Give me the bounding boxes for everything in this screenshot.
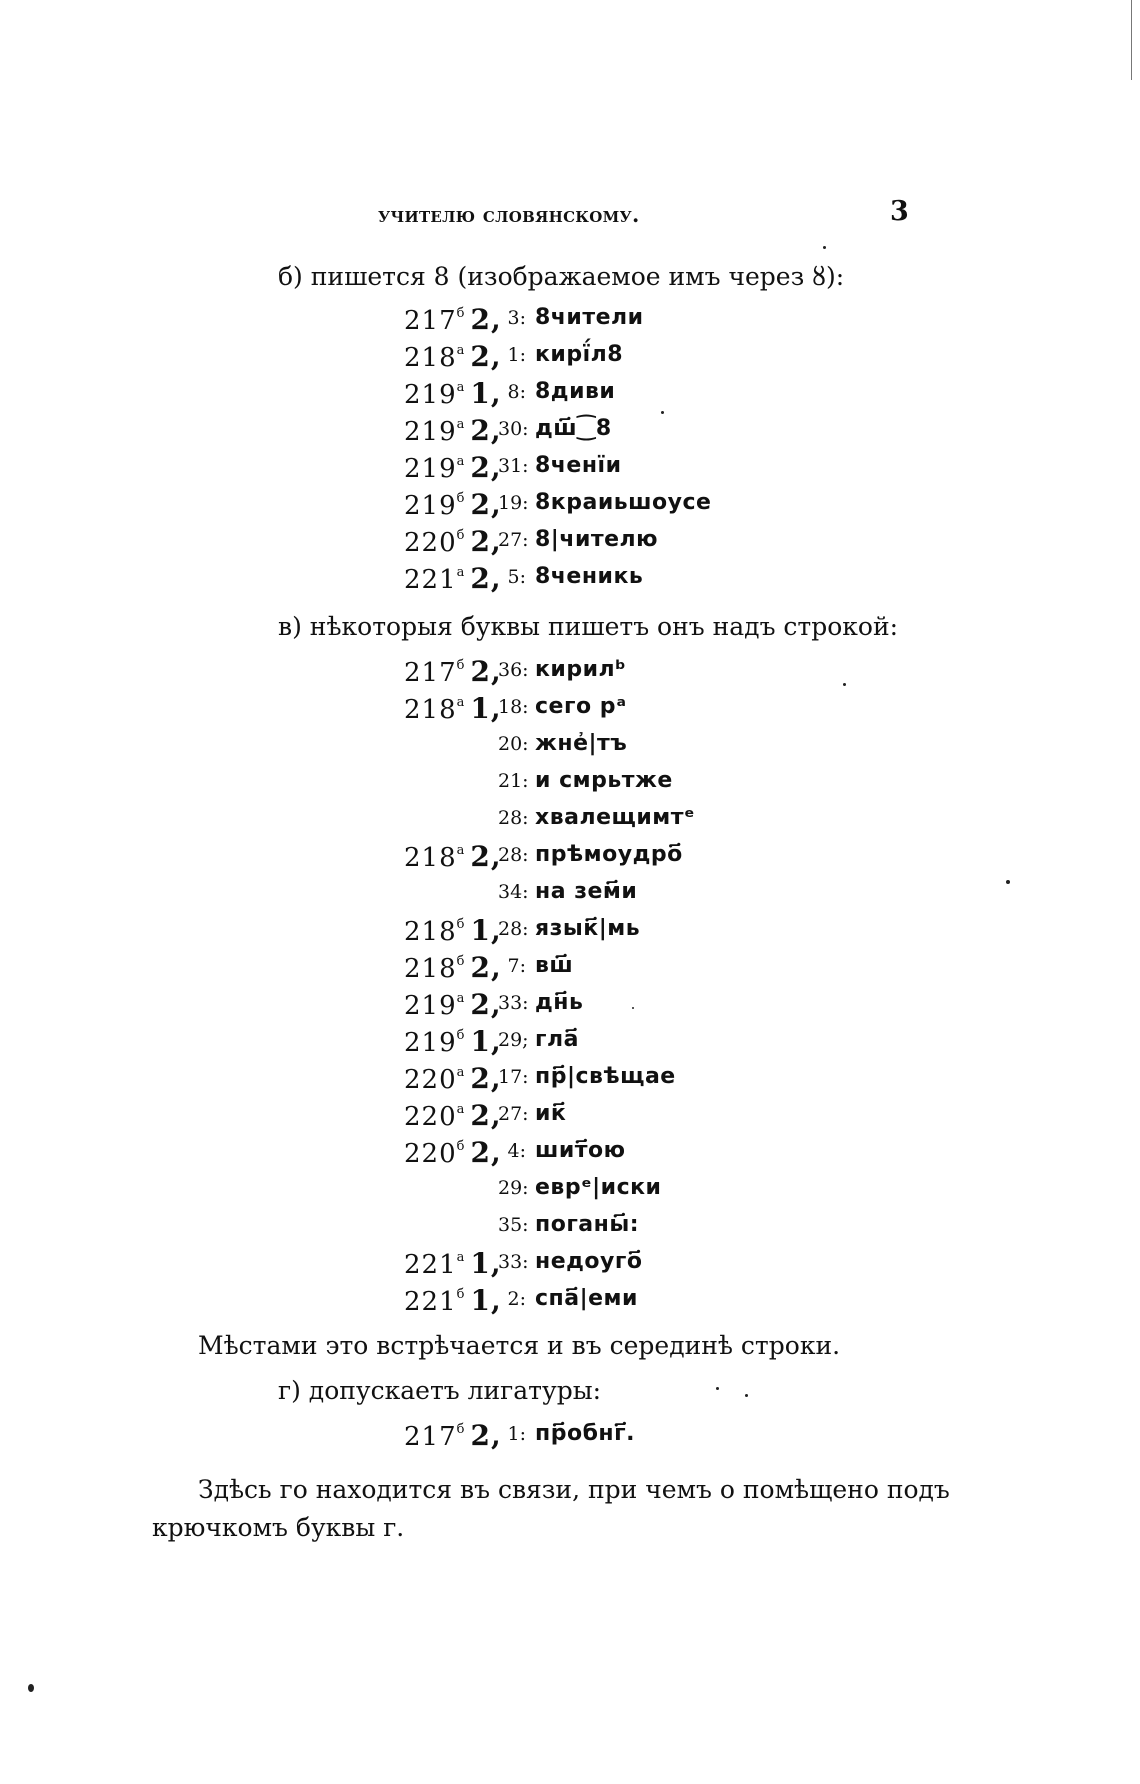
page-header [0,196,1140,236]
folio-reference [404,840,502,873]
column-number: 2, [470,1099,502,1132]
line-number: 34: [498,881,529,903]
church-slavonic-form: дн҃ь [535,990,584,1015]
church-slavonic-form: прѣмоудро҃ [535,842,683,867]
entry-row [0,1062,1140,1098]
folio-number: 218 [404,843,457,873]
church-slavonic-form: кирилᵇ [535,657,627,682]
folio-side: б [456,1287,465,1302]
church-slavonic-form: ик҃ [535,1101,567,1126]
entry-row [0,525,1140,561]
final-paragraph-line-2: крючкомъ буквы г. [152,1513,405,1542]
column-number: 1, [470,1284,502,1317]
folio-reference [404,1062,502,1095]
folio-number: 219 [404,417,457,447]
folio-reference [404,303,502,336]
print-speck [745,1394,748,1397]
entry-row [0,692,1140,728]
folio-reference [404,488,502,521]
folio-reference [404,1136,502,1169]
line-number: 29: [498,1177,529,1199]
entry-row [0,951,1140,987]
page-edge-line [1131,0,1132,80]
page-number: 3 [890,196,909,227]
folio-number: 220 [404,1065,457,1095]
line-number: 33: [498,992,529,1014]
folio-side: б [456,1422,465,1437]
column-number: 2, [470,1136,502,1169]
column-number: 2, [470,340,502,373]
line-number: 31: [498,455,529,477]
entry-row [0,803,1140,839]
folio-side: б [456,917,465,932]
church-slavonic-form: еврᵉ|иски [535,1175,662,1200]
column-number: 2, [470,951,502,984]
folio-reference [404,525,502,558]
midline-note: Мѣстами это встрѣчается и въ серединѣ строки. [198,1331,841,1360]
column-number: 1, [470,914,502,947]
folio-number: 220 [404,528,457,558]
folio-number: 218 [404,695,457,725]
print-speck [823,246,826,249]
folio-reference [404,1099,502,1132]
column-number: 2, [470,562,502,595]
column-number: 2, [470,988,502,1021]
print-speck [1006,880,1010,884]
folio-reference [404,692,502,725]
folio-side: б [456,954,465,969]
folio-side: б [456,1139,465,1154]
church-slavonic-form: кирї́л8 [535,342,624,367]
line-number: 8: [507,381,526,403]
entry-row [0,340,1140,376]
folio-side: а [456,1250,465,1265]
folio-side: а [456,565,465,580]
folio-number: 221 [404,1250,457,1280]
column-number: 2, [470,303,502,336]
line-number: 28: [498,807,529,829]
entry-row [0,1247,1140,1283]
folio-number: 219 [404,491,457,521]
entry-row [0,451,1140,487]
church-slavonic-form: и смрьтже [535,768,673,793]
folio-reference [404,988,502,1021]
entry-row [0,303,1140,339]
folio-number: 219 [404,380,457,410]
column-number: 2, [470,840,502,873]
line-number: 27: [498,1103,529,1125]
folio-side: а [456,1065,465,1080]
column-number: 2, [470,451,502,484]
folio-number: 219 [404,454,457,484]
line-number: 5: [507,566,526,588]
church-slavonic-form: на зем҃и [535,879,638,904]
church-slavonic-form: поганы҃: [535,1212,640,1237]
line-number: 19: [498,492,529,514]
column-number: 2, [470,414,502,447]
folio-reference [404,562,502,595]
church-slavonic-form: спа҃|еми [535,1286,638,1311]
entry-row [0,562,1140,598]
column-number: 2, [470,488,502,521]
line-number: 4: [507,1140,526,1162]
entry-row [0,1173,1140,1209]
folio-side: а [456,991,465,1006]
church-slavonic-form: сего рᵃ [535,694,627,719]
line-number: 30: [498,418,529,440]
folio-side: а [456,417,465,432]
folio-reference [404,1247,502,1280]
folio-side: а [456,343,465,358]
folio-side: б [456,306,465,321]
folio-number: 218 [404,917,457,947]
print-speck [28,1684,34,1692]
church-slavonic-form: вш҃ [535,953,574,978]
running-title: учителю словянскому. [378,202,640,227]
column-number: 1, [470,377,502,410]
print-speck [716,1387,719,1390]
entry-row [0,914,1140,950]
column-number: 1, [470,1025,502,1058]
column-number: 2, [470,525,502,558]
folio-number: 221 [404,565,457,595]
line-number: 28: [498,918,529,940]
folio-side: а [456,380,465,395]
entry-row [0,488,1140,524]
entry-row [0,840,1140,876]
folio-reference [404,340,502,373]
church-slavonic-form: язык҃|мь [535,916,641,941]
section-g-heading: г) допускаетъ лигатуры: [278,1376,602,1405]
section-v-heading: в) нѣкоторыя буквы пишетъ онъ надъ строкой: [278,612,899,641]
folio-reference [404,451,502,484]
folio-side: а [456,695,465,710]
folio-number: 219 [404,991,457,1021]
line-number: 28: [498,844,529,866]
entry-row [0,655,1140,691]
church-slavonic-form: 8чители [535,305,644,330]
column-number: 2, [470,1419,502,1452]
line-number: 27: [498,529,529,551]
folio-number: 219 [404,1028,457,1058]
entry-row [0,1419,1140,1455]
line-number: 35: [498,1214,529,1236]
church-slavonic-form: 8ченикь [535,564,644,589]
line-number: 20: [498,733,529,755]
church-slavonic-form: 8краиьшоусе [535,490,712,515]
church-slavonic-form: жне҆|тъ [535,731,628,756]
line-number: 1: [507,344,526,366]
column-number: 2, [470,1062,502,1095]
line-number: 7: [507,955,526,977]
folio-number: 218 [404,954,457,984]
church-slavonic-form: шит҃ою [535,1138,626,1163]
church-slavonic-form: хвалещимтᵉ [535,805,695,830]
entry-row [0,1025,1140,1061]
line-number: 33: [498,1251,529,1273]
folio-side: б [456,528,465,543]
folio-reference [404,914,502,947]
folio-reference [404,1025,502,1058]
folio-reference [404,414,502,447]
entry-row [0,1210,1140,1246]
line-number: 29; [498,1029,529,1051]
entry-row [0,766,1140,802]
column-number: 1, [470,1247,502,1280]
folio-reference [404,1284,502,1317]
entry-row [0,377,1140,413]
folio-reference [404,951,502,984]
folio-number: 218 [404,343,457,373]
line-number: 17: [498,1066,529,1088]
entry-row [0,877,1140,913]
folio-side: а [456,454,465,469]
column-number: 1, [470,692,502,725]
church-slavonic-form: дш҃⁐8 [535,416,612,441]
print-speck [632,1007,634,1009]
church-slavonic-form: 8|чителю [535,527,659,552]
folio-number: 221 [404,1287,457,1317]
section-b-heading: б) пишется 8 (изображаемое имъ через ȣ): [278,262,845,291]
folio-number: 217 [404,306,457,336]
church-slavonic-form: недоуго҃ [535,1249,643,1274]
folio-side: б [456,658,465,673]
print-speck [843,683,846,686]
line-number: 36: [498,659,529,681]
folio-reference [404,377,502,410]
line-number: 2: [507,1288,526,1310]
entry-row [0,988,1140,1024]
line-number: 21: [498,770,529,792]
folio-side: б [456,1028,465,1043]
line-number: 1: [507,1423,526,1445]
entry-row [0,414,1140,450]
entry-row [0,1284,1140,1320]
folio-side: б [456,491,465,506]
church-slavonic-form: 8диви [535,379,616,404]
entry-row [0,1136,1140,1172]
church-slavonic-form: 8ченїи [535,453,622,478]
final-paragraph-line-1: Здѣсь го находится въ связи, при чемъ о помѣщено подъ [198,1475,950,1504]
print-speck [661,411,664,414]
entry-row [0,1099,1140,1135]
line-number: 18: [498,696,529,718]
folio-number: 217 [404,658,457,688]
folio-side: а [456,843,465,858]
folio-side: а [456,1102,465,1117]
church-slavonic-form: пр҃|свѣщае [535,1064,676,1089]
entry-row [0,729,1140,765]
church-slavonic-form: пр҃обнг҃. [535,1421,635,1446]
line-number: 3: [507,307,526,329]
folio-number: 220 [404,1139,457,1169]
folio-reference [404,1419,502,1452]
church-slavonic-form: гла҃ [535,1027,579,1052]
folio-reference [404,655,502,688]
folio-number: 220 [404,1102,457,1132]
folio-number: 217 [404,1422,457,1452]
column-number: 2, [470,655,502,688]
